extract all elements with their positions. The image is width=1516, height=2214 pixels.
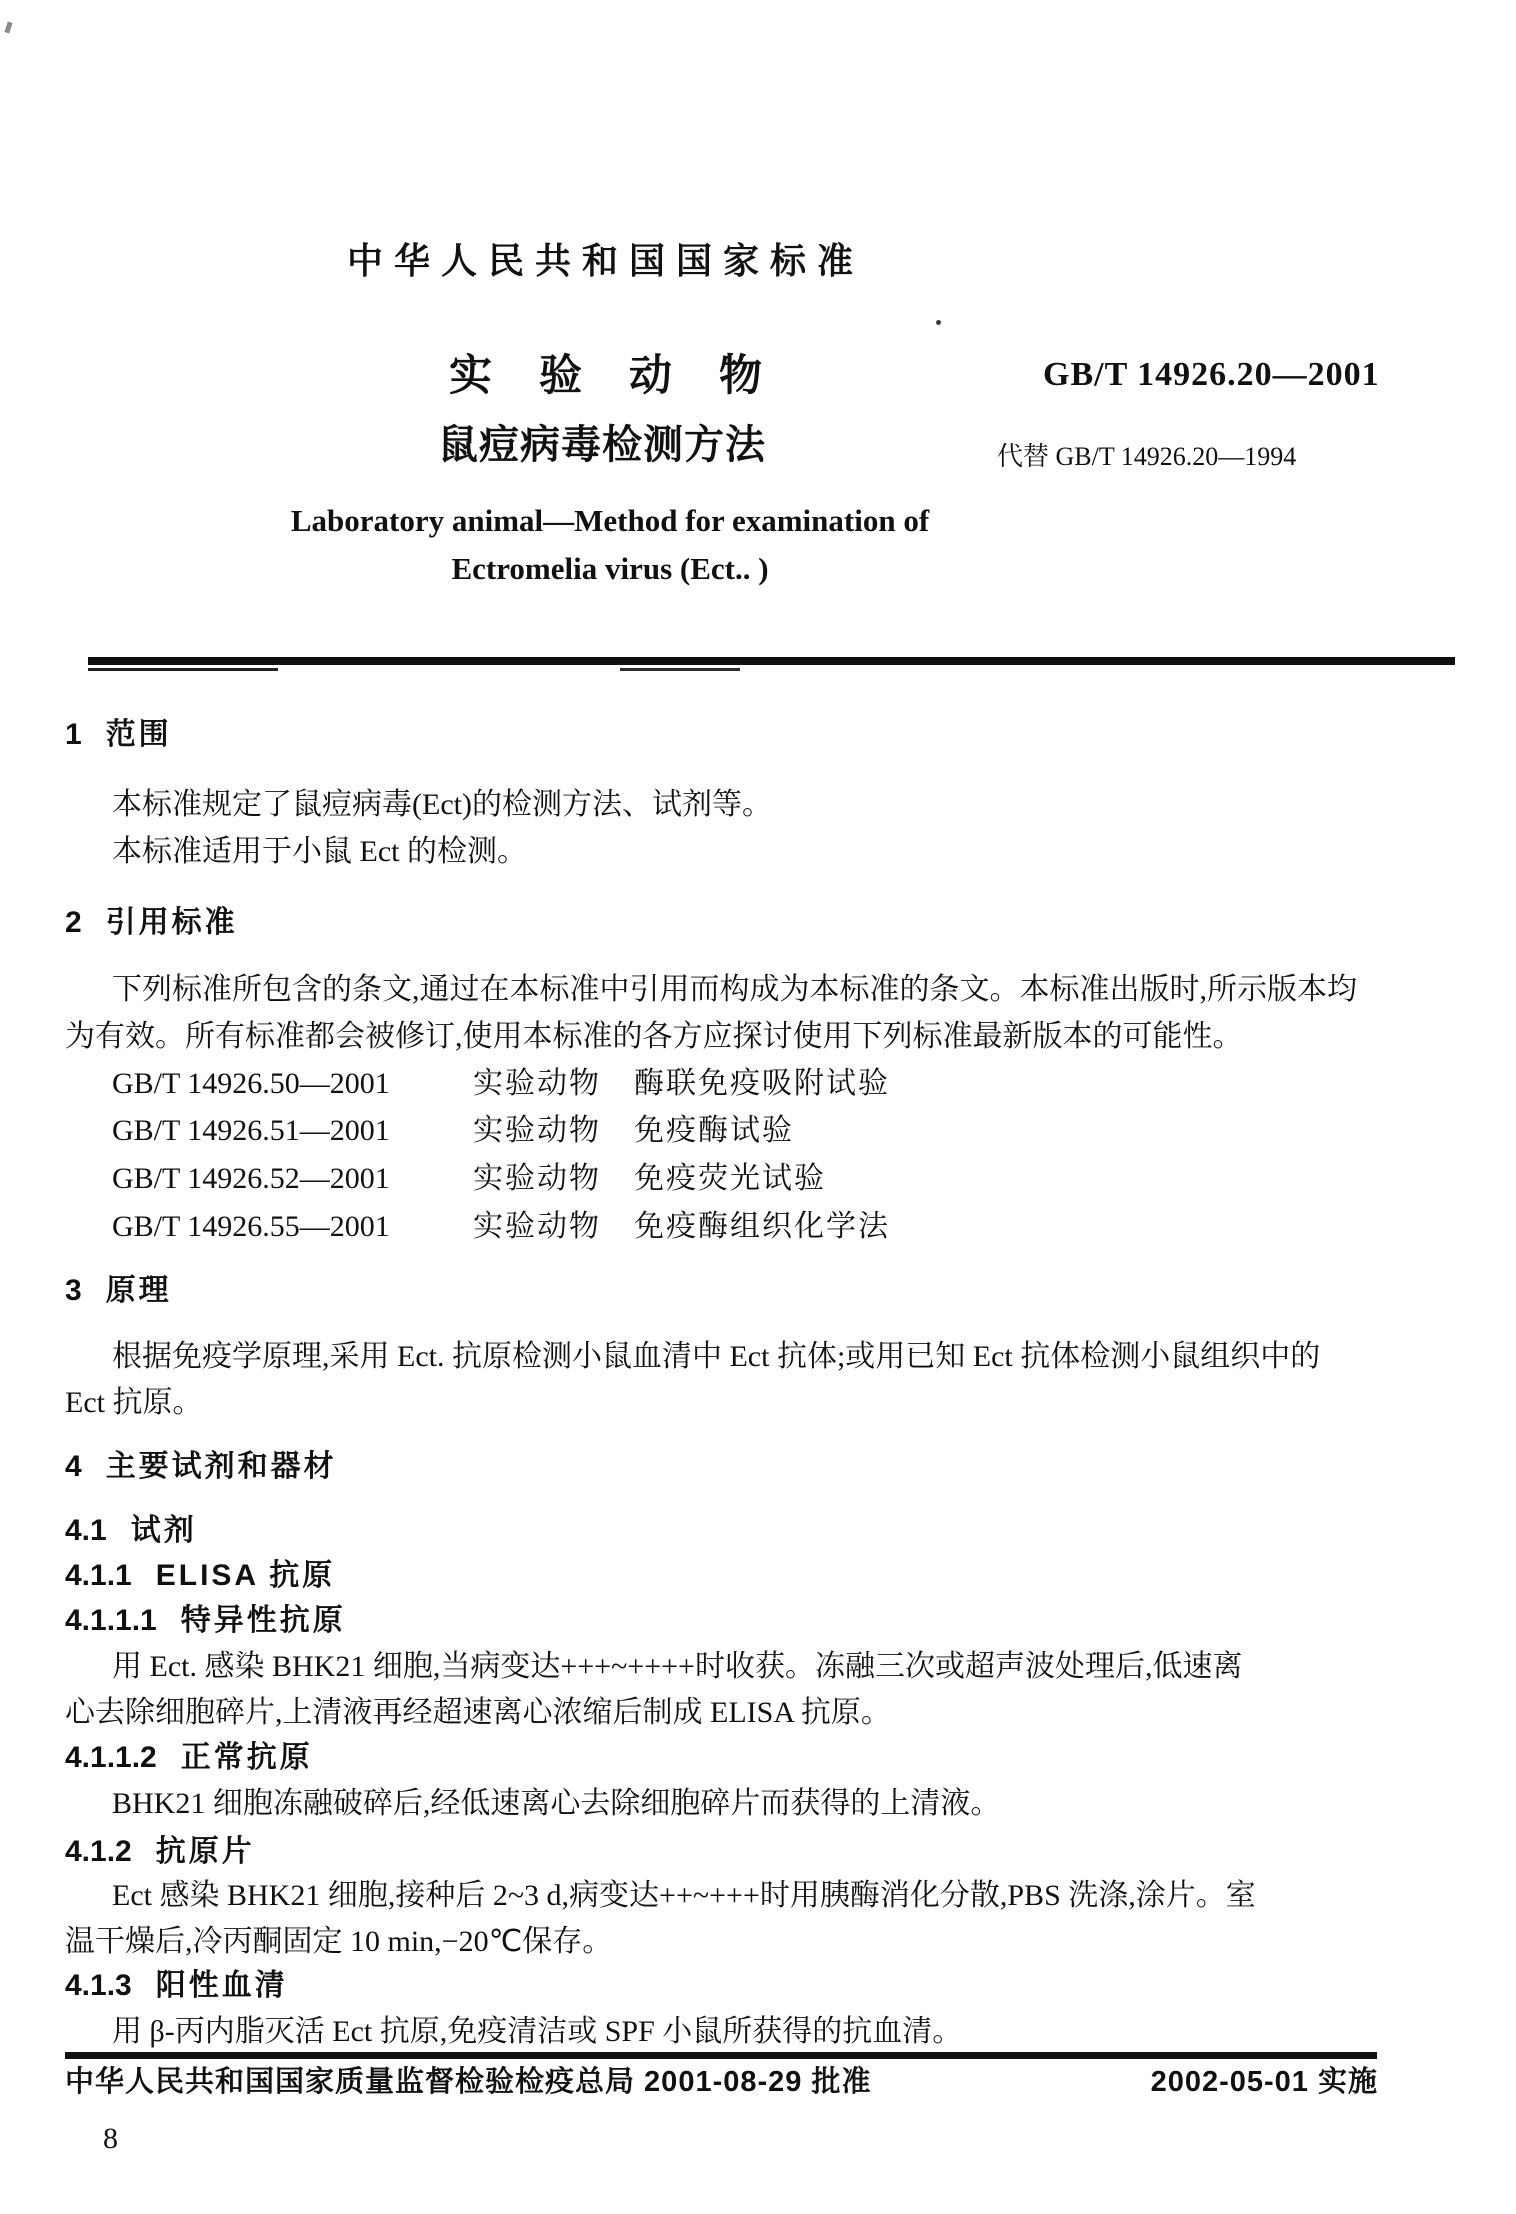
reference-number: GB/T 14926.51—2001 <box>112 1114 390 1147</box>
replaces-note: 代替 GB/T 14926.20—1994 <box>997 442 1297 471</box>
reference-name: 酶联免疫吸附试验 <box>634 1067 890 1100</box>
subsection-heading-4-1-1-2 <box>65 1741 313 1774</box>
paragraph-line: 下列标准所包含的条文,通过在本标准中引用而构成为本标准的条文。本标准出版时,所示版本均 <box>112 973 1357 1006</box>
approval-note: 中华人民共和国国家质量监督检验检疫总局 2001-08-29 批准 <box>65 2066 872 2098</box>
scan-artifact <box>936 320 941 325</box>
subsection-heading-4-1-2 <box>65 1835 255 1868</box>
section-heading-principle <box>65 1274 172 1307</box>
section-number: 3 <box>65 1274 82 1307</box>
scan-artifact <box>620 668 740 671</box>
scan-artifact <box>4 21 12 33</box>
subsection-heading-4-1-1 <box>65 1559 335 1592</box>
reference-kind: 实验动物 <box>473 1114 601 1147</box>
reference-item <box>112 1067 890 1100</box>
section-number: 4.1.1.1 <box>65 1604 157 1637</box>
national-standard-banner: 中华人民共和国国家标准 <box>347 240 865 281</box>
reference-item <box>112 1114 794 1147</box>
document-title-cn: 实验动物 <box>449 352 809 400</box>
paragraph-line: Ect 感染 BHK21 细胞,接种后 2~3 d,病变达++~+++时用胰酶消化分散,PBS 洗涤,涂片。室 <box>112 1879 1256 1912</box>
paragraph-line: 用 Ect. 感染 BHK21 细胞,当病变达+++~++++时收获。冻融三次或超声波处理后,低速离 <box>112 1650 1243 1683</box>
reference-kind: 实验动物 <box>473 1162 601 1195</box>
section-number: 4 <box>65 1450 82 1483</box>
section-number: 4.1 <box>65 1514 107 1547</box>
section-title: 范围 <box>105 718 172 751</box>
paragraph-line: 根据免疫学原理,采用 Ect. 抗原检测小鼠血清中 Ect 抗体;或用已知 Ect 抗体检测小鼠组织中的 <box>112 1340 1321 1373</box>
header-divider <box>88 657 1455 665</box>
paragraph-line: 用 β-丙内脂灭活 Ect 抗原,免疫清洁或 SPF 小鼠所获得的抗血清。 <box>112 2015 963 2048</box>
reference-name: 免疫酶试验 <box>634 1114 794 1147</box>
reference-number: GB/T 14926.55—2001 <box>112 1210 390 1243</box>
implementation-note: 2002-05-01 实施 <box>1150 2066 1378 2098</box>
scan-artifact <box>88 668 278 671</box>
section-title: 抗原片 <box>155 1835 255 1868</box>
paragraph-line: 本标准适用于小鼠 Ect 的检测。 <box>112 835 527 868</box>
footer-divider <box>65 2052 1377 2059</box>
paragraph-line: Ect 抗原。 <box>65 1386 203 1419</box>
english-title-line2: Ectromelia virus (Ect.. ) <box>451 551 769 586</box>
paragraph-line: 为有效。所有标准都会被修订,使用本标准的各方应探讨使用下列标准最新版本的可能性。 <box>65 1020 1243 1053</box>
reference-item <box>112 1210 890 1243</box>
section-title: 试剂 <box>130 1514 197 1547</box>
section-title: 原理 <box>105 1274 172 1307</box>
reference-number: GB/T 14926.52—2001 <box>112 1162 390 1195</box>
english-title-line1: Laboratory animal—Method for examination of <box>290 503 930 538</box>
paragraph-line: 本标准规定了鼠痘病毒(Ect)的检测方法、试剂等。 <box>112 788 772 821</box>
reference-number: GB/T 14926.50—2001 <box>112 1067 390 1100</box>
section-title: ELISA 抗原 <box>155 1559 336 1592</box>
standard-number: GB/T 14926.20—2001 <box>1043 356 1380 393</box>
reference-kind: 实验动物 <box>473 1210 601 1243</box>
subsection-heading-4-1-3 <box>65 1969 288 2002</box>
section-title: 正常抗原 <box>180 1741 313 1774</box>
section-number: 4.1.3 <box>65 1969 132 2002</box>
subsection-heading-4-1-1-1 <box>65 1604 346 1637</box>
section-title: 主要试剂和器材 <box>105 1450 337 1483</box>
reference-name: 免疫酶组织化学法 <box>634 1210 890 1243</box>
section-heading-scope <box>65 718 172 751</box>
reference-item <box>112 1162 826 1195</box>
section-number: 1 <box>65 718 82 751</box>
section-number: 4.1.1 <box>65 1559 132 1592</box>
page-number: 8 <box>103 2122 118 2155</box>
paragraph-line: BHK21 细胞冻融破碎后,经低速离心去除细胞碎片而获得的上清液。 <box>112 1787 1001 1820</box>
reference-name: 免疫荧光试验 <box>634 1162 826 1195</box>
section-title: 引用标准 <box>105 906 238 939</box>
section-number: 2 <box>65 906 82 939</box>
section-heading-references <box>65 906 238 939</box>
section-number: 4.1.2 <box>65 1835 132 1868</box>
section-heading-reagents <box>65 1450 337 1483</box>
paragraph-line: 温干燥后,冷丙酮固定 10 min,−20℃保存。 <box>65 1925 613 1958</box>
document-subtitle-cn: 鼠痘病毒检测方法 <box>438 423 766 467</box>
section-title: 阳性血清 <box>155 1969 288 2002</box>
reference-kind: 实验动物 <box>473 1067 601 1100</box>
subsection-heading-4-1 <box>65 1514 197 1547</box>
section-number: 4.1.1.2 <box>65 1741 157 1774</box>
section-title: 特异性抗原 <box>180 1604 346 1637</box>
paragraph-line: 心去除细胞碎片,上清液再经超速离心浓缩后制成 ELISA 抗原。 <box>65 1696 891 1729</box>
